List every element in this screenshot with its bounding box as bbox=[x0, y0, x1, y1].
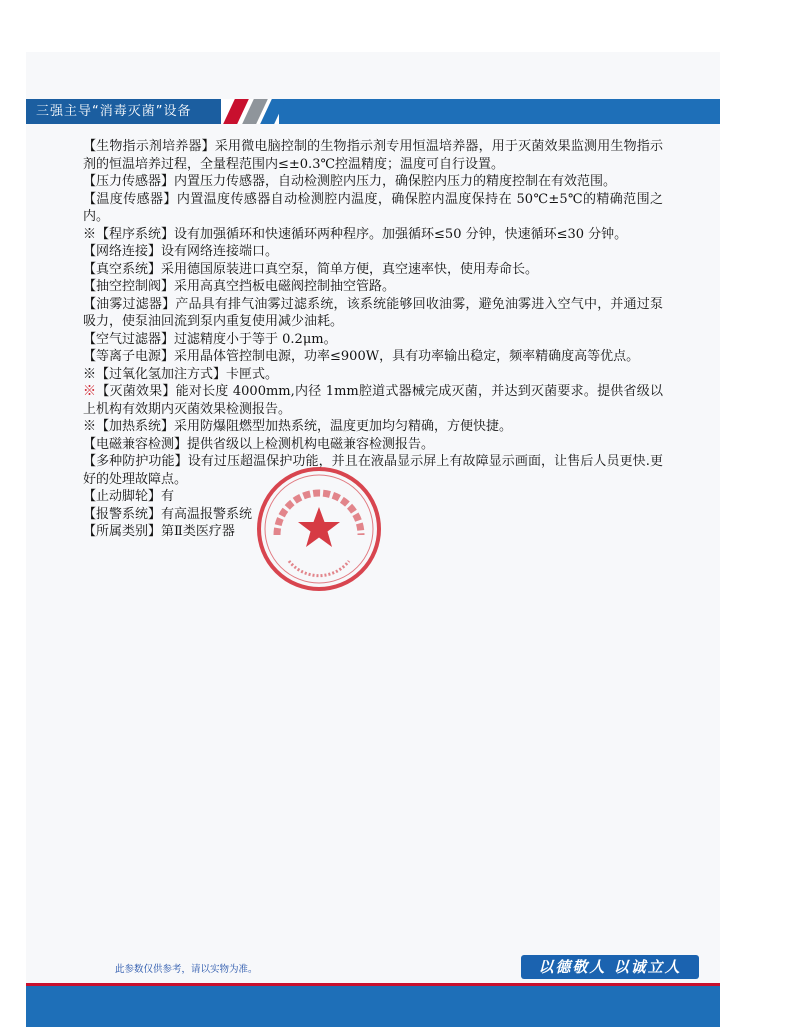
spec-text: 有 bbox=[161, 489, 175, 504]
spec-label: 【压力传感器】 bbox=[83, 174, 175, 189]
spec-text: 设有网络连接端口。 bbox=[161, 244, 279, 259]
spec-label: 【报警系统】 bbox=[83, 506, 162, 522]
footer-disclaimer: 此参数仅供参考，请以实物为准。 bbox=[115, 964, 258, 975]
spec-text: 内置压力传感器，自动检测腔内压力，确保腔内压力的精度控制在有效范围。 bbox=[174, 174, 617, 189]
spec-label: 【电磁兼容检测】 bbox=[83, 436, 188, 452]
spec-item bbox=[83, 138, 663, 173]
spec-item bbox=[83, 366, 663, 384]
spec-text: 采用微电脑控制的生物指示剂专用恒温培养器，用于灭菌效果监测用生物指示剂的恒温培养过程，全量程范围内≤±0.3℃控温精度；温度可自行设置。 bbox=[83, 139, 663, 172]
spec-text: 设有过压超温保护功能，并且在液晶显示屏上有故障显示画面，让售后人员更快.更好的处理故障点。 bbox=[83, 454, 663, 487]
spec-label: 【灭菌效果】 bbox=[96, 384, 176, 399]
spec-text: 第Ⅱ类医疗器 bbox=[161, 524, 235, 539]
spec-label: 【油雾过滤器】 bbox=[83, 296, 176, 312]
spec-text: 提供省级以上检测机构电磁兼容检测报告。 bbox=[187, 436, 435, 452]
spec-item bbox=[83, 226, 663, 244]
spec-label: 【等离子电源】 bbox=[83, 349, 175, 364]
spec-label: 【止动脚轮】 bbox=[83, 489, 162, 504]
header-title: 三强主导“消毒灭菌”设备 bbox=[26, 99, 221, 124]
spec-label: 【加热系统】 bbox=[96, 419, 175, 434]
spec-label: 【多种防护功能】 bbox=[83, 454, 188, 469]
spec-label: 【真空系统】 bbox=[83, 261, 162, 277]
important-mark: ※ bbox=[83, 384, 97, 399]
spec-label: 【网络连接】 bbox=[83, 244, 162, 259]
footer-slogan: 以德敬人 以诚立人 bbox=[521, 955, 699, 979]
spec-item bbox=[83, 261, 663, 279]
important-mark: ※ bbox=[83, 419, 97, 434]
spec-text: 过滤精度小于等于 0.2μm。 bbox=[174, 331, 337, 347]
spec-text: 卡匣式。 bbox=[226, 366, 279, 382]
spec-label: 【空气过滤器】 bbox=[83, 331, 175, 347]
spec-item bbox=[83, 348, 663, 366]
spec-item bbox=[83, 173, 663, 191]
spec-text: 设有加强循环和快速循环两种程序。加强循环≤50 分钟，快速循环≤30 分钟。 bbox=[174, 226, 628, 242]
spec-text: 采用晶体管控制电源，功率≤900W，具有功率输出稳定，频率精确度高等优点。 bbox=[174, 349, 640, 364]
important-mark: ※ bbox=[83, 226, 97, 242]
spec-text: 能对长度 4000mm,内径 1mm腔道式器械完成灭菌，并达到灭菌要求。提供省级以上机构有效期内灭菌效果检测报告。 bbox=[83, 384, 663, 417]
spec-text: 内置温度传感器自动检测腔内温度，确保腔内温度保持在 50℃±5℃的精确范围之内。 bbox=[83, 191, 663, 224]
spec-label: 【过氧化氢加注方式】 bbox=[96, 366, 227, 382]
spec-label: 【温度传感器】 bbox=[83, 191, 177, 207]
spec-text: 采用高真空挡板电磁阀控制抽空管路。 bbox=[174, 279, 396, 294]
spec-item bbox=[83, 296, 663, 331]
spec-item bbox=[83, 243, 663, 261]
important-mark: ※ bbox=[83, 366, 97, 382]
spec-text: 采用防爆阻燃型加热系统，温度更加均匀精确，方便快捷。 bbox=[174, 419, 513, 434]
company-seal-stamp bbox=[255, 465, 383, 593]
spec-label: 【程序系统】 bbox=[96, 226, 175, 242]
spec-text: 产品具有排气油雾过滤系统，该系统能够回收油雾，避免油雾进入空气中，并通过泵吸力，使泵油回流到泵内重复使用减少油耗。 bbox=[83, 296, 663, 329]
spec-text: 采用德国原装进口真空泵，简单方便，真空速率快，使用寿命长。 bbox=[161, 261, 539, 277]
spec-item bbox=[83, 331, 663, 349]
header-banner bbox=[26, 99, 720, 124]
footer-bar bbox=[26, 986, 720, 1027]
spec-label: 【抽空控制阀】 bbox=[83, 279, 175, 294]
spec-item bbox=[83, 436, 663, 454]
spec-text: 有高温报警系统 bbox=[161, 506, 253, 522]
spec-item bbox=[83, 418, 663, 436]
spec-label: 【所属类别】 bbox=[83, 524, 162, 539]
spec-item bbox=[83, 278, 663, 296]
spec-item bbox=[83, 383, 663, 418]
spec-item bbox=[83, 191, 663, 226]
spec-label: 【生物指示剂培养器】 bbox=[83, 139, 215, 154]
